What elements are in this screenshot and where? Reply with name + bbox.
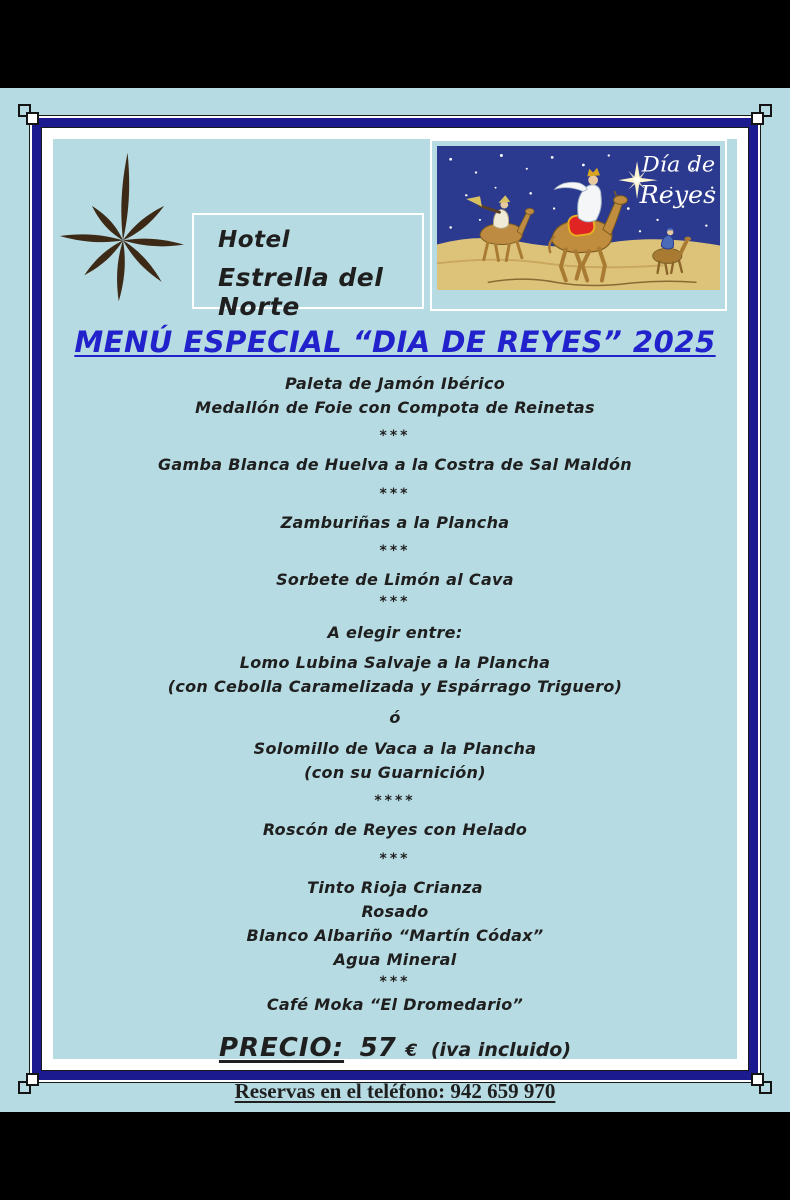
menu-line: (con Cebolla Caramelizada y Espárrago Triguero) (167, 676, 623, 696)
price-currency-symbol: € (405, 1040, 418, 1061)
hotel-name-box (192, 213, 424, 321)
menu-line: *** (379, 974, 411, 991)
menu-line: Rosado (361, 901, 429, 921)
price-amount: 57 (359, 1032, 396, 1063)
menu-line: A elegir entre: (327, 622, 463, 642)
menu-line: (con su Guarnición) (304, 763, 486, 783)
hotel-name-line1: Hotel (218, 227, 291, 253)
menu-line: Sorbete de Limón al Cava (276, 570, 514, 590)
menu-line: Medallón de Foie con Compota de Reinetas (195, 398, 595, 418)
menu-line: Roscón de Reyes con Helado (262, 820, 528, 840)
north-star-icon (57, 147, 189, 313)
menu-line: Paleta de Jamón Ibérico (284, 374, 506, 393)
menu-line: Tinto Rioja Crianza (307, 877, 483, 897)
menu-page (0, 88, 790, 1112)
page-title: MENÚ ESPECIAL “DIA DE REYES” 2025 (74, 325, 716, 359)
price-vat-note: (iva incluido) (430, 1038, 572, 1061)
decorative-frame (32, 118, 758, 1103)
reyes-artwork-box (430, 139, 727, 311)
menu-line: Café Moka “El Dromedario” (266, 995, 524, 1015)
menu-line: *** (379, 850, 411, 867)
menu-line: Lomo Lubina Salvaje a la Plancha (239, 652, 551, 672)
menu-line: **** (374, 793, 416, 810)
menu-line: *** (379, 428, 411, 445)
menu-line: *** (379, 542, 411, 559)
menu-line: ó (389, 707, 401, 727)
menu-list (53, 373, 737, 1017)
price-label: PRECIO: (218, 1032, 345, 1063)
menu-line: Agua Mineral (333, 950, 457, 970)
menu-line: Zamburiñas a la Plancha (280, 512, 510, 532)
corner-knot-ornament (18, 1068, 44, 1094)
menu-content (53, 139, 737, 1103)
three-kings-illustration (437, 146, 720, 290)
menu-line: *** (379, 594, 411, 611)
menu-line: Solomillo de Vaca a la Plancha (253, 738, 537, 758)
reyes-caption-line2: Reyes (639, 180, 717, 209)
menu-line: Blanco Albariño “Martín Códax” (246, 925, 544, 945)
hotel-name-line2: Estrella del Norte (218, 263, 384, 321)
reyes-caption-line1: Día de (641, 151, 716, 178)
menu-line: *** (379, 485, 411, 502)
price-line (53, 1033, 737, 1063)
menu-line: Gamba Blanca de Huelva a la Costra de Sal Maldón (157, 455, 632, 475)
header (53, 139, 737, 319)
corner-knot-ornament (18, 104, 44, 130)
corner-knot-ornament (746, 1068, 772, 1094)
corner-knot-ornament (746, 104, 772, 130)
reservation-phone-line: Reservas en el teléfono: 942 659 970 (234, 1078, 556, 1103)
